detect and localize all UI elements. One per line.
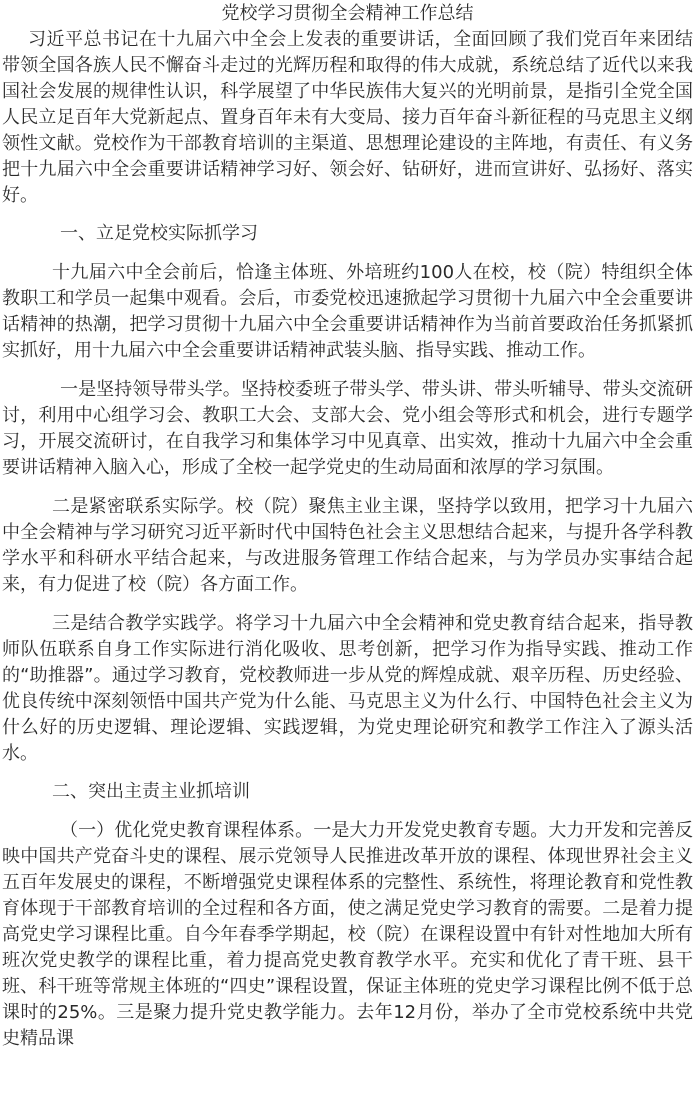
section-1-point-2: 二是紧密联系实际学。校（院）聚焦主业主课，坚持学以致用，把学习十九届六中全会精神与学习研究习近平新时代中国特色社会主义思想结合起来，与提升各学科教学水平和科研水平结合起来，与改进服务管理工作结合起来，与为学员办实事结合起来，有力促进了校（院）各方面工作。	[2, 496, 693, 595]
section-heading-1: 一、立足党校实际抓学习	[60, 223, 258, 244]
section-1-paragraph: 十九届六中全会前后，恰逢主体班、外培班约100人在校，校（院）特组织全体教职工和学员一起集中观看。会后，市委党校迅速掀起学习贯彻十九届六中全会重要讲话精神的热潮，把学习贯彻十九届六中全会重要讲话精神作为当前首要政治任务抓紧抓实抓好，用十九届六中全会重要讲话精神武装头脑、指导实践、推动工作。	[2, 262, 693, 361]
section-1-point-1: 一是坚持领导带头学。坚持校委班子带头学、带头讲、带头听辅导、带头交流研讨，利用中心组学习会、教职工大会、支部大会、党小组会等形式和机会，进行专题学习，开展交流研讨，在自我学习和集体学习中见真章、出实效，推动十九届六中全会重要讲话精神入脑入心，形成了全校一起学党史的生动局面和浓厚的学习氛围。	[2, 379, 693, 478]
section-2-paragraph-1: （一）优化党史教育课程体系。一是大力开发党史教育专题。大力开发和完善反映中国共产党奋斗史的课程、展示党领导人民推进改革开放的课程、体现世界社会主义五百年发展史的课程，不断增强党史课程体系的完整性、系统性，将理论教育和党性教育体现于干部教育培训的全过程和各方面，使之满足党史学习教育的需要。二是着力提高党史学习课程比重。自今年春季学期起，校（院）在课程设置中有针对性地加大所有班次党史教学的课程比重，着力提高党史教育教学水平。充实和优化了青干班、县干班、科干班等常规主体班的“四史”课程设置，保证主体班的党史学习课程比例不低于总课时的25%。三是聚力提升党史教学能力。去年12月份，举办了全市党校系统中共党史精品课	[2, 820, 693, 1049]
section-1-point-3: 三是结合教学实践学。将学习十九届六中全会精神和党史教育结合起来，指导教师队伍联系自身工作实际进行消化吸收、思考创新，把学习作为指导实践、推动工作的“助推器”。通过学习教育，党校教师进一步从党的辉煌成就、艰辛历程、历史经验、优良传统中深刻领悟中国共产党为什么能、马克思主义为什么行、中国特色社会主义为什么好的历史逻辑、理论逻辑、实践逻辑，为党史理论研究和教学工作注入了源头活水。	[2, 613, 693, 764]
intro-paragraph: 习近平总书记在十九届六中全会上发表的重要讲话，全面回顾了我们党百年来团结带领全国各族人民不懈奋斗走过的光辉历程和取得的伟大成就，系统总结了近代以来我国社会发展的规律性认识，科学展望了中华民族伟大复兴的光明前景，是指引全党全国人民立足百年大党新起点、置身百年未有大变局、接力百年奋斗新征程的马克思主义纲领性文献。党校作为干部教育培训的主渠道、思想理论建设的主阵地，有责任、有义务把十九届六中全会重要讲话精神学习好、领会好、钻研好，进而宣讲好、弘扬好、落实好。	[2, 29, 693, 206]
section-heading-2: 二、突出主责主业抓培训	[52, 781, 250, 802]
document-title: 党校学习贯彻全会精神工作总结	[221, 3, 474, 24]
